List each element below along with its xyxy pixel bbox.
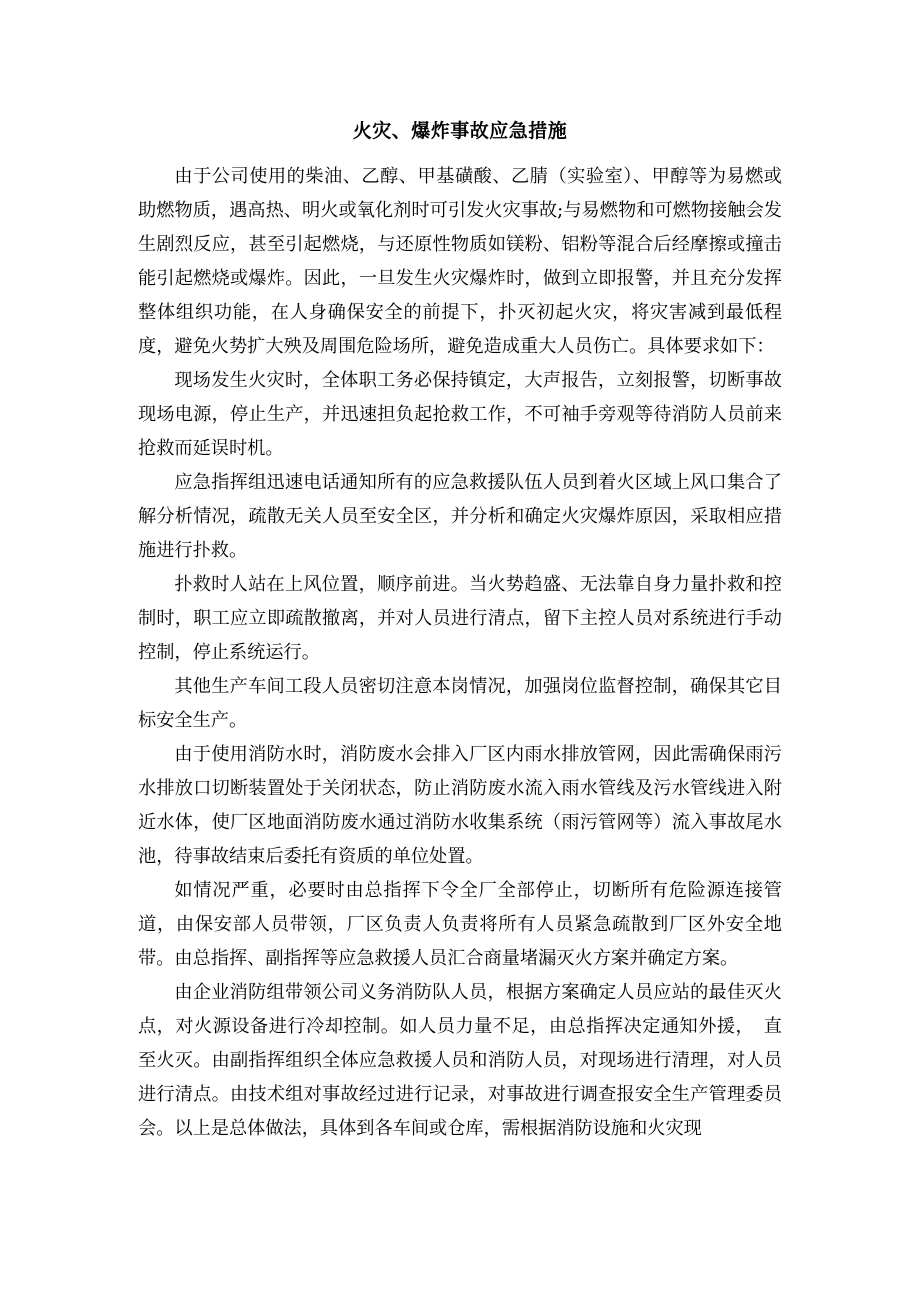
paragraph-severe-evacuation: 如情况严重，必要时由总指挥下令全厂全部停止，切断所有危险源连接管道，由保安部人员带领，厂区负责人负责将所有人员紧急疏散到厂区外安全地带。由总指挥、副指挥等应急救援人员汇合商量堵漏灭火方案并确定方案。 <box>138 880 782 969</box>
document-title: 火灾、爆炸事故应急措施 <box>352 120 568 142</box>
paragraph-other-workshops: 其他生产车间工段人员密切注意本岗情况，加强岗位监督控制，确保其它目标安全生产。 <box>138 676 782 731</box>
paragraph-on-site-response: 现场发生火灾时，全体职工务必保持镇定，大声报告，立刻报警，切断事故现场电源，停止生产，并迅速担负起抢救工作，不可袖手旁观等待消防人员前来抢救而延误时机。 <box>138 370 782 459</box>
paragraph-hazard-overview: 由于公司使用的柴油、乙醇、甲基磺酸、乙腈（实验室）、甲醇等为易燃或助燃物质，遇高热、明火或氧化剂时可引发火灾事故;与易燃物和可燃物接触会发生剧烈反应，甚至引起燃烧，与还原性物质如镁粉、铝粉等混合后经摩擦或撞击能引起燃烧或爆炸。因此，一旦发生火灾爆炸时，做到立即报警，并且充分发挥整体组织功能，在人身确保安全的前提下，扑灭初起火灾，将灾害减到最低程度，避免火势扩大殃及周围危险场所，避免造成重大人员伤亡。具体要求如下： <box>138 166 782 357</box>
paragraph-fire-water-handling: 由于使用消防水时，消防废水会排入厂区内雨水排放管网，因此需确保雨污水排放口切断装置处于关闭状态，防止消防废水流入雨水管线及污水管线进入附近水体，使厂区地面消防废水通过消防水收集系统（雨污管网等）流入事故尾水池，待事故结束后委托有资质的单位处置。 <box>138 744 782 867</box>
paragraph-firefighting-position: 扑救时人站在上风位置，顺序前进。当火势趋盛、无法靠自身力量扑救和控制时，职工应立即疏散撤离，并对人员进行清点，留下主控人员对系统进行手动控制，停止系统运行。 <box>138 574 782 663</box>
paragraph-fire-team-actions: 由企业消防组带领公司义务消防队人员，根据方案确定人员应站的最佳灭火点，对火源设备进行冷却控制。如人员力量不足，由总指挥决定通知外援， 直至火灭。由副指挥组织全体应急救援人员和消防人员，对现场进行清理，对人员进行清点。由技术组对事故经过进行记录，对事故进行调查报安全生产管理委员会。以上是总体做法，具体到各车间或仓库，需根据消防设施和火灾现 <box>138 982 782 1139</box>
paragraph-command-notification: 应急指挥组迅速电话通知所有的应急救援队伍人员到着火区域上风口集合了解分析情况，疏散无关人员至安全区，并分析和确定火灾爆炸原因，采取相应措施进行扑救。 <box>138 472 782 561</box>
document-body <box>138 160 782 1146</box>
